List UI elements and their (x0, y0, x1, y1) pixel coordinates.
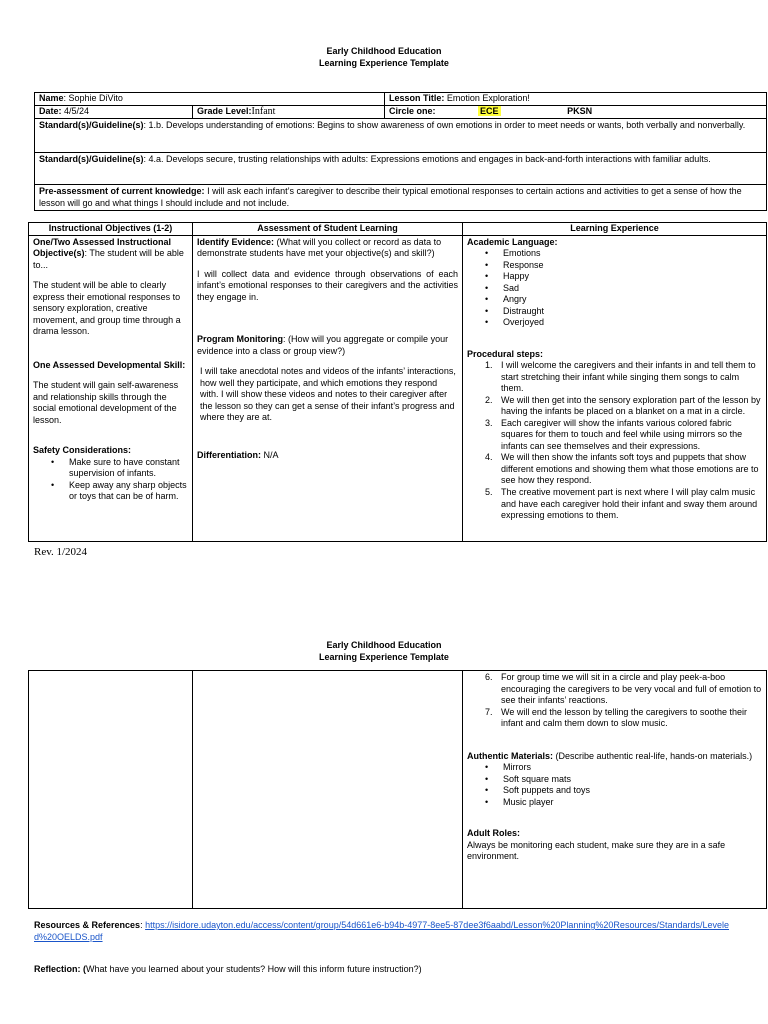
lesson-plan-table (28, 222, 767, 542)
lesson-plan-table-continued (28, 670, 767, 909)
assessment-cell (193, 235, 463, 541)
procedural-steps-list (467, 360, 762, 521)
monitoring-heading: Program Monitoring: (How will you aggregate or compile your evidence into a class or group view?) (197, 334, 449, 356)
list-item: 3. Each caregiver will show the infants various colored fabric squares for them to touch and feel while using mirrors so the infants can see themselves and their expressions. (467, 418, 762, 453)
resources-section: Resources & References: https://isidore.udayton.edu/access/content/group/54d661e6-b94b-4977-8ee5-87dee3f6aabd/Lesson%20Planning%20Resources/Standards/Leveled%20OELDS.pdf (34, 920, 730, 942)
materials-heading: Authentic Materials: (Describe authentic real-life, hands-on materials.) (467, 750, 753, 761)
list-item: • Happy (467, 271, 762, 283)
list-item: • Emotions (467, 248, 762, 260)
resources-label: Resources & References (34, 920, 141, 930)
date-cell: Date: 4/5/24 (35, 105, 193, 119)
circle-pksn-option: PKSN (567, 105, 593, 116)
experience-cell-continued (463, 671, 767, 909)
evidence-heading: Identify Evidence: (What will you collect or record as data to demonstrate students have met your objective(s) and skill?) (197, 236, 442, 259)
reflection-section (34, 964, 734, 976)
dev-skill-heading: One Assessed Developmental Skill: (33, 359, 186, 370)
header-line-2: Learning Experience Template (319, 651, 449, 662)
list-item: • Mirrors (467, 762, 762, 774)
list-item: 5. The creative movement part is next where I will play calm music and have each caregiver hold their infant and sway them around expressing emotions to them. (467, 487, 762, 522)
monitoring-text: I will take anecdotal notes and videos of the infants’ interactions, how well they participate, and which emotions they respond with. I will show these videos and notes to their caregiver after the lesson so they can get a sense of their infant’s progress and where they are at. (200, 366, 456, 423)
list-item: • Soft square mats (467, 774, 762, 786)
academic-language-heading: Academic Language: (467, 236, 558, 247)
safety-heading: Safety Considerations: (33, 445, 132, 456)
dev-skill-text: The student will gain self-awareness and relationship skills through the social emotional development of the lesson. (33, 380, 179, 425)
list-item: • Music player (467, 797, 762, 809)
objectives-cell-continued (29, 671, 193, 909)
lesson-title-cell: Lesson Title: Emotion Exploration! (385, 93, 767, 106)
list-item: • Overjoyed (467, 317, 762, 329)
lesson-info-table (34, 92, 767, 211)
procedural-steps-list-continued (467, 672, 762, 730)
list-item: 4. We will then show the infants soft toys and puppets that show different emotions and showing them what those emotions are to see how they respond. (467, 452, 762, 487)
col-header-assessment: Assessment of Student Learning (193, 223, 463, 236)
header-line-1: Early Childhood Education (326, 46, 442, 56)
col-header-objectives: Instructional Objectives (1-2) (29, 223, 193, 236)
list-item: • Sad (467, 283, 762, 295)
page-2-header (0, 640, 768, 663)
list-item: • Make sure to have constant supervision of infants. (33, 457, 188, 480)
procedural-heading: Procedural steps: (467, 348, 544, 359)
reflection-prompt: What have you learned about your students? How will this inform future instruction?) (86, 964, 422, 974)
circle-ece-option: ECE (480, 105, 499, 116)
list-item: 2. We will then get into the sensory exploration part of the lesson by having the infants be placed on a blanket on a mat in a circle. (467, 395, 762, 418)
objective-text: The student will be able to clearly express their emotional responses to sensory exploration, creative movement, and group time through a drama lesson. (33, 280, 181, 337)
resources-link[interactable]: https://isidore.udayton.edu/access/content/group/54d661e6-b94b-4977-8ee5-87dee3f6aabd/Lesson%20Planning%20Resources/Standards/Leveled%20OELDS.pdf (34, 920, 730, 942)
list-item: • Soft puppets and toys (467, 785, 762, 797)
header-line-2: Learning Experience Template (319, 57, 449, 68)
objective-heading: One/Two Assessed Instructional Objective(s): The student will be able to... (33, 236, 184, 270)
assessment-cell-continued (193, 671, 463, 909)
materials-list (467, 762, 762, 808)
academic-language-list (467, 248, 762, 329)
pre-assessment-cell: Pre-assessment of current knowledge: I will ask each infant’s caregiver to describe their typical emotional responses to certain actions and activities to get a sense of how the lesson will go and what things I should include and not include. (35, 185, 767, 211)
header-line-1: Early Childhood Education (326, 640, 442, 650)
experience-cell (463, 235, 767, 541)
col-header-experience: Learning Experience (463, 223, 767, 236)
list-item: • Keep away any sharp objects or toys that can be of harm. (33, 480, 188, 503)
list-item: 7. We will end the lesson by telling the caregivers to soothe their infant and calm them down to slow music. (467, 707, 762, 730)
differentiation: Differentiation: N/A (197, 449, 279, 460)
standard-1-cell: Standard(s)/Guideline(s): 1.b. Develops understanding of emotions: Begins to show awareness of own emotions in order to meet needs or wants, both verbally and nonverbally. (35, 119, 767, 153)
list-item: 1. I will welcome the caregivers and their infants in and tell them to start stretching their infant while singing them songs to calm them. (467, 360, 762, 395)
adult-roles-heading: Adult Roles: (467, 828, 520, 839)
objectives-cell (29, 235, 193, 541)
standard-2-cell: Standard(s)/Guideline(s): 4.a. Develops secure, trusting relationships with adults: Expressions emotions and engages in back-and-forth interactions with familiar adults. (35, 153, 767, 185)
list-item: • Angry (467, 294, 762, 306)
list-item: • Response (467, 260, 762, 272)
adult-roles-text: Always be monitoring each student, make sure they are in a safe environment. (467, 839, 726, 862)
reflection-label: Reflection: ( (34, 964, 87, 974)
page-header (0, 46, 768, 69)
circle-one-cell: Circle one: ECE PKSN (385, 105, 767, 119)
revision-footer: Rev. 1/2024 (34, 546, 88, 558)
list-item: 6. For group time we will sit in a circle and play peek-a-boo encouraging the caregivers to be very vocal and full of emotion to see their infants’ reactions. (467, 672, 762, 707)
safety-list (33, 457, 188, 503)
list-item: • Distraught (467, 306, 762, 318)
grade-level-cell: Grade Level:Infant (193, 105, 385, 119)
evidence-text: I will collect data and evidence through observations of each infant’s emotional responses to their caregivers and the activities they engage in. (197, 268, 458, 302)
name-cell: Name: Sophie DiVito (35, 93, 385, 106)
